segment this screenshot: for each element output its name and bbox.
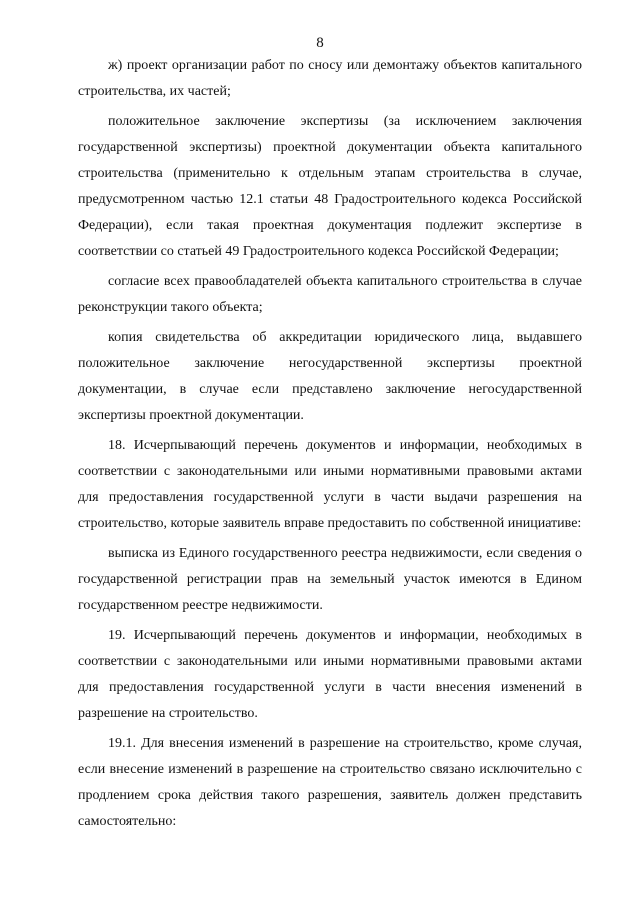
paragraph-item-19: 19. Исчерпывающий перечень документов и информации, необходимых в соответствии с законодательными или иными нормативными правовыми актами для предоставления государственной услуги в части внесения изменений в разрешение на строительство. (78, 628, 582, 721)
paragraph-demolition-project: ж) проект организации работ по сносу или демонтажу объектов капитального строительства, их частей; (78, 58, 582, 99)
paragraph-accreditation-copy: копия свидетельства об аккредитации юридического лица, выдавшего положительное заключение негосударственной экспертизы проектной документации, в случае если представлено заключение негосударственной экспертизы проектной документации. (78, 330, 582, 423)
paragraph-expertise-conclusion: положительное заключение экспертизы (за исключением заключения государственной экспертизы) проектной документации объекта капитального строительства (применительно к отдельным этапам строительства в случае, предусмотренном частью 12.1 статьи 48 Градостроительного кодекса Российской Федерации), если такая проектная документация подлежит экспертизе в соответствии со статьей 49 Градостроительного кодекса Российской Федерации; (78, 114, 582, 259)
paragraph-owners-consent: согласие всех правообладателей объекта капитального строительства в случае реконструкции такого объекта; (78, 274, 582, 315)
page-number: 8 (316, 35, 324, 51)
paragraph-registry-extract: выписка из Единого государственного реестра недвижимости, если сведения о государственной регистрации прав на земельный участок имеются в Едином государственном реестре недвижимости. (78, 546, 582, 613)
paragraph-item-19-1: 19.1. Для внесения изменений в разрешение на строительство, кроме случая, если внесение изменений в разрешение на строительство связано исключительно с продлением срока действия такого разрешения, заявитель должен представить самостоятельно: (78, 736, 582, 829)
paragraph-item-18: 18. Исчерпывающий перечень документов и информации, необходимых в соответствии с законодательными или иными нормативными правовыми актами для предоставления государственной услуги в части выдачи разрешения на строительство, которые заявитель вправе предоставить по собственной инициативе: (78, 438, 582, 531)
document-body (78, 53, 582, 839)
